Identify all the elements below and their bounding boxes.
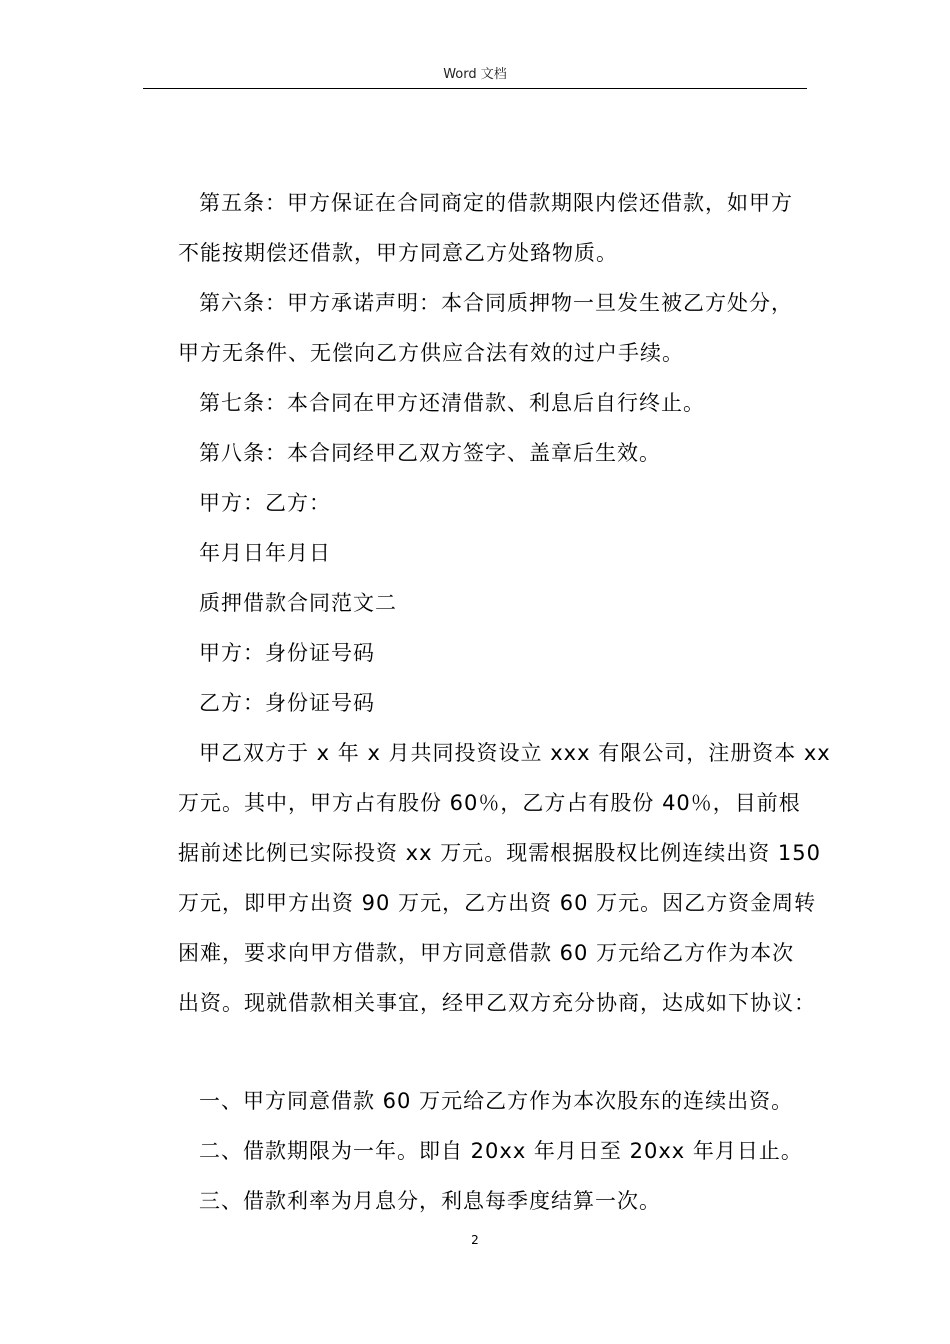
paragraph-line: 第八条：本合同经甲乙双方签字、盖章后生效。 bbox=[199, 441, 661, 465]
page-header: Word 文档 bbox=[443, 67, 507, 82]
paragraph-line: 甲方：乙方： bbox=[199, 491, 331, 515]
paragraph-line: 乙方：身份证号码 bbox=[199, 691, 375, 715]
paragraph-line: 三、借款利率为月息分，利息每季度结算一次。 bbox=[199, 1189, 661, 1213]
paragraph-line: 甲方无条件、无偿向乙方供应合法有效的过户手续。 bbox=[178, 341, 684, 365]
paragraph-gap bbox=[178, 1028, 808, 1076]
paragraph-line: 困难，要求向甲方借款，甲方同意借款 60 万元给乙方作为本次 bbox=[178, 941, 795, 965]
paragraph-line: 据前述比例已实际投资 xx 万元。现需根据股权比例连续出资 150 bbox=[178, 841, 821, 865]
paragraph-line: 甲方：身份证号码 bbox=[199, 641, 375, 665]
page-number: 2 bbox=[471, 1233, 479, 1247]
paragraph-line: 第五条：甲方保证在合同商定的借款期限内偿还借款，如甲方 bbox=[199, 191, 793, 215]
paragraph-line: 第六条：甲方承诺声明：本合同质押物一旦发生被乙方处分， bbox=[199, 291, 793, 315]
paragraph-line: 出资。现就借款相关事宜，经甲乙双方充分协商，达成如下协议： bbox=[178, 991, 816, 1015]
paragraph-line: 年月日年月日 bbox=[199, 541, 331, 565]
paragraph-line: 第七条：本合同在甲方还清借款、利息后自行终止。 bbox=[199, 391, 705, 415]
paragraph-line: 一、甲方同意借款 60 万元给乙方作为本次股东的连续出资。 bbox=[199, 1089, 794, 1113]
section-title: 质押借款合同范文二 bbox=[199, 591, 397, 615]
paragraph-line: 二、借款期限为一年。即自 20xx 年月日至 20xx 年月日止。 bbox=[199, 1139, 803, 1163]
paragraph-line: 万元，即甲方出资 90 万元，乙方出资 60 万元。因乙方资金周转 bbox=[178, 891, 817, 915]
document-body bbox=[178, 178, 831, 1226]
paragraph-line: 甲乙双方于 x 年 x 月共同投资设立 xxx 有限公司，注册资本 xx bbox=[199, 741, 831, 765]
paragraph-line: 万元。其中，甲方占有股份 60％，乙方占有股份 40％，目前根 bbox=[178, 791, 801, 815]
header-rule bbox=[143, 88, 807, 89]
paragraph-line: 不能按期偿还借款，甲方同意乙方处臵物质。 bbox=[178, 241, 618, 265]
